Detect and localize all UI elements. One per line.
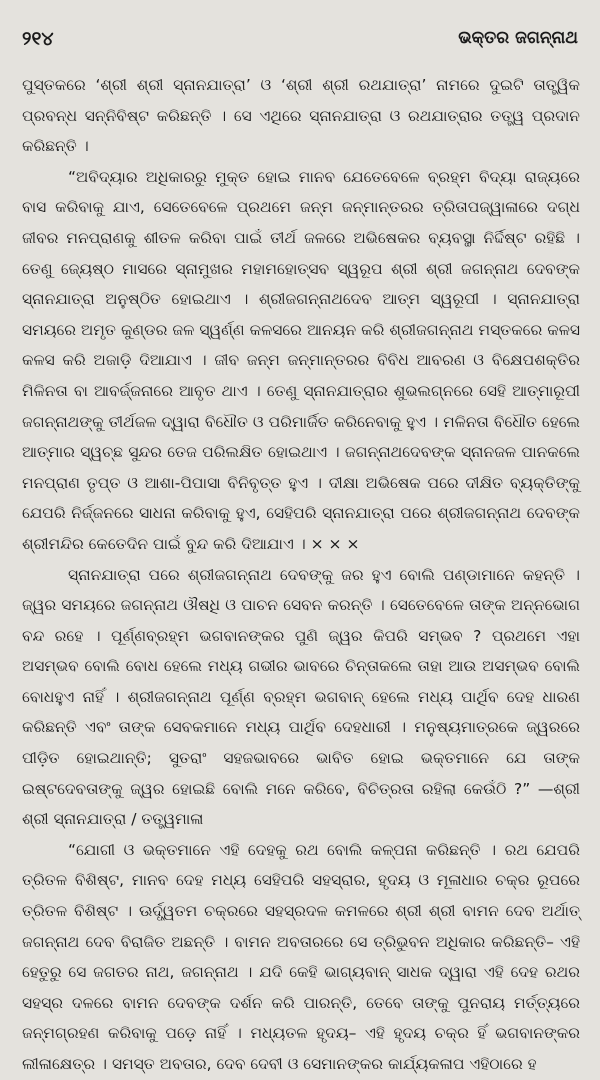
paragraph-quote-snanayatra: “ଅବିଦ୍ୟାର ଅଧିକାରରୁ ମୁକ୍ତ ହୋଇ ମାନବ ଯେତେବେଳେ ବ୍ରହ୍ମ ବିଦ୍ୟା ରାଜ୍ୟରେ ବାସ କରିବାକୁ ଯାଏ, ସେତେବେଳେ ପ୍ରଥମେ ଜନ୍ମ ଜନ୍ମାନ୍ତରର ତ୍ରିତାପଜ୍ୱାଳାରେ ଦଗ୍ଧ ଜୀବର ମନପ୍ରାଣକୁ ଶୀତଳ କରିବା ପାଇଁ ତୀର୍ଥ ଜଳରେ ଅଭିଷେକର ବ୍ୟବସ୍ଥା ନିର୍ଦ୍ଦିଷ୍ଟ ରହିଛି । ତେଣୁ ଜ୍ୟେଷ୍ଠ ମାସରେ ସ୍ନାମୁଖର ମହାମହୋତ୍ସବ ସ୍ୱରୂପ ଶ୍ରୀ ଶ୍ରୀ ଜଗନ୍ନାଥ ଦେବଙ୍କ ସ୍ନାନଯାତ୍ରା ଅନୁଷ୍ଠିତ ହୋଇଥାଏ । ଶ୍ରୀଜଗନ୍ନାଥଦେବ ଆତ୍ମ ସ୍ୱରୂପୀ । ସ୍ନାନଯାତ୍ରା ସମୟରେ ଅମୃତ କୁଣ୍ଡର ଜଳ ସ୍ୱର୍ଣ୍ଣ କଳସରେ ଆନୟନ କରି ଶ୍ରୀଜଗନ୍ନାଥ ମସ୍ତକରେ କଳସ କଳସ କରି ଅଜାଡ଼ି ଦିଆଯାଏ । ଜୀବ ଜନ୍ମ ଜନ୍ମାନ୍ତରର ବିବିଧ ଆବରଣ ଓ ବିକ୍ଷେପଶକ୍ତିର ମିଳିନତା ବା ଆବର୍ଜ୍ଜନାରେ ଆବୃତ ଥାଏ । ତେଣୁ ସ୍ନାନଯାତ୍ରାର ଶୁଭଲଗ୍ନରେ ସେହି ଆତ୍ମାରୂପୀ ଜଗନ୍ନାଥଙ୍କୁ ତୀର୍ଥଜଳ ଦ୍ୱାରା ବିଧୌତ ଓ ପରିମାର୍ଜିତ କରିନେବାକୁ ହୁଏ । ମଳିନତା ବିଧୌତ ହେଲେ ଆତ୍ମାର ସ୍ୱଚ୍ଛ ସୁନ୍ଦର ତେଜ ପରିଲକ୍ଷିତ ହୋଇଥାଏ । ଜଗନ୍ନାଥଦେବଙ୍କ ସ୍ନାନଜଳ ପାନକଲେ ମନପ୍ରାଣ ତୃପ୍ତ ଓ ଆଶା-ପିପାସା ବିନିବୃତ୍ତ ହୁଏ । ଦୀକ୍ଷା ଅଭିଷେକ ପରେ ଦୀକ୍ଷିତ ବ୍ୟକ୍ତିଙ୍କୁ ଯେପରି ନିର୍ଜ୍ଜନରେ ସାଧନା କରିବାକୁ ହୁଏ, ସେହିପରି ସ୍ନାନଯାତ୍ରା ପରେ ଶ୍ରୀଜଗନ୍ନାଥ ଦେବଙ୍କ ଶ୍ରୀମନ୍ଦିର କେତେଦିନ ପାଇଁ ବୁନ୍ଦ କରି ଦିଆଯାଏ । × × × xyxy=(22,167,580,553)
paragraph-intro: ପୁସ୍ତକରେ ‘ଶ୍ରୀ ଶ୍ରୀ ସ୍ନାନଯାତ୍ରା’ ଓ ‘ଶ୍ରୀ ଶ୍ରୀ ରଥଯାତ୍ରା’ ନାମରେ ଦୁଇଟି ତାତ୍ତ୍ୱିକ ପ୍ରବନ୍ଧ ସନ୍ନିବିଷ୍ଟ କରିଛନ୍ତି । ସେ ଏଥିରେ ସ୍ନାନଯାତ୍ରା ଓ ରଥଯାତ୍ରାର ତତ୍ତ୍ୱ ପ୍ରଦାନ କରିଛନ୍ତି । xyxy=(22,76,580,156)
running-head: ଭକ୍ତର ଜଗନ୍ନାଥ xyxy=(458,28,578,48)
paragraph-fever: ସ୍ନାନଯାତ୍ରା ପରେ ଶ୍ରୀଜଗନ୍ନାଥ ଦେବଙ୍କୁ ଜର ହୁଏ ବୋଲି ପଣ୍ଡାମାନେ କହନ୍ତି । ଜ୍ୱର ସମୟରେ ଜଗନ୍ନାଥ ଔଷଧି ଓ ପାଚନ ସେବନ କରନ୍ତି । ସେତେବେଳେ ତାଙ୍କ ଅନ୍ନଭୋଗ ବନ୍ଦ ରହେ । ପୂର୍ଣ୍ଣବ୍ରହ୍ମ ଭଗବାନଙ୍କର ପୁଣି ଜ୍ୱର କିପରି ସମ୍ଭବ ? ପ୍ରଥମେ ଏହା ଅସମ୍ଭବ ବୋଲି ବୋଧ ହେଲେ ମଧ୍ୟ ଗଭୀର ଭାବରେ ଚିନ୍ତାକଲେ ତାହା ଆଉ ଅସମ୍ଭବ ବୋଲି ବୋଧହୁଏ ନାହିଁ । ଶ୍ରୀଜଗନ୍ନାଥ ପୂର୍ଣ୍ଣ ବ୍ରହ୍ମ ଭଗବାନ୍ ହେଲେ ମଧ୍ୟ ପାର୍ଥିବ ଦେହ ଧାରଣ କରିଛନ୍ତି ଏବଂ ତାଙ୍କ ସେବକମାନେ ମଧ୍ୟ ପାର୍ଥିବ ଦେହଧାରୀ । ମନୁଷ୍ୟମାତ୍ରକେ ଜ୍ୱରରେ ପୀଡ଼ିତ ହୋଇଥାନ୍ତି; ସୁତରାଂ ସହଜଭାବରେ ଭାବିତ ହୋଇ ଭକ୍ତମାନେ ଯେ ତାଙ୍କ ଇଷ୍ଟଦେବତାଙ୍କୁ ଜ୍ୱର ହୋଇଛି ବୋଲି ମନେ କରିବେ, ବିଚିତ୍ରତା ରହିଲା କେଉଁଠି ?” —ଶ୍ରୀ ଶ୍ରୀ ସ୍ନାନଯାତ୍ରା / ତତ୍ତ୍ୱମାଳା xyxy=(22,565,580,829)
page-header xyxy=(22,28,578,52)
page-number: ୨୧୪ xyxy=(22,28,54,50)
body-text xyxy=(22,70,580,1080)
paragraph-quote-rathayatra: “ଯୋଗୀ ଓ ଭକ୍ତମାନେ ଏହି ଦେହକୁ ରଥ ବୋଲି କଳ୍ପନା କରିଛନ୍ତି । ରଥ ଯେପରି ତ୍ରିତଳ ବିଶିଷ୍ଟ, ମାନବ ଦେହ ମଧ୍ୟ ସେହିପରି ସହସ୍ରାର, ହୃଦୟ ଓ ମୂଳାଧାର ଚକ୍ର ରୂପରେ ତ୍ରିତଳ ବିଶିଷ୍ଟ । ଊର୍ଦ୍ଧ୍ୱତମ ଚକ୍ରରେ ସହସ୍ରଦଳ କମଳରେ ଶ୍ରୀ ଶ୍ରୀ ବାମନ ଦେବ ଅର୍ଥାତ୍ ଜଗନ୍ନାଥ ଦେବ ବିରାଜିତ ଅଛନ୍ତି । ବାମନ ଅବତାରରେ ସେ ତ୍ରିଭୁବନ ଅଧିକାର କରିଛନ୍ତି– ଏହି ହେତୁରୁ ସେ ଜଗତର ନାଥ, ଜଗନ୍ନାଥ । ଯଦି କେହି ଭାଗ୍ୟବାନ୍ ସାଧକ ଦ୍ୱାରା ଏହି ଦେହ ରଥର ସହସ୍ର ଦଳରେ ବାମନ ଦେବଙ୍କ ଦର୍ଶନ କରି ପାରନ୍ତି, ତେବେ ତାଙ୍କୁ ପୁନରାୟ ମର୍ତ୍ତ୍ୟରେ ଜନ୍ମଗ୍ରହଣ କରିବାକୁ ପଡ଼େ ନାହିଁ । ମଧ୍ୟତଳ ହୃଦୟ– ଏହି ହୃଦୟ ଚକ୍ର ହିଁ ଭଗବାନଙ୍କର ଲୀଳାକ୍ଷେତ୍ର । ସମସ୍ତ ଅବତାର, ଦେବ ଦେବୀ ଓ ସେମାନଙ୍କର କାର୍ଯ୍ୟକଳାପ ଏହିଠାରେ ହ xyxy=(22,840,580,1073)
